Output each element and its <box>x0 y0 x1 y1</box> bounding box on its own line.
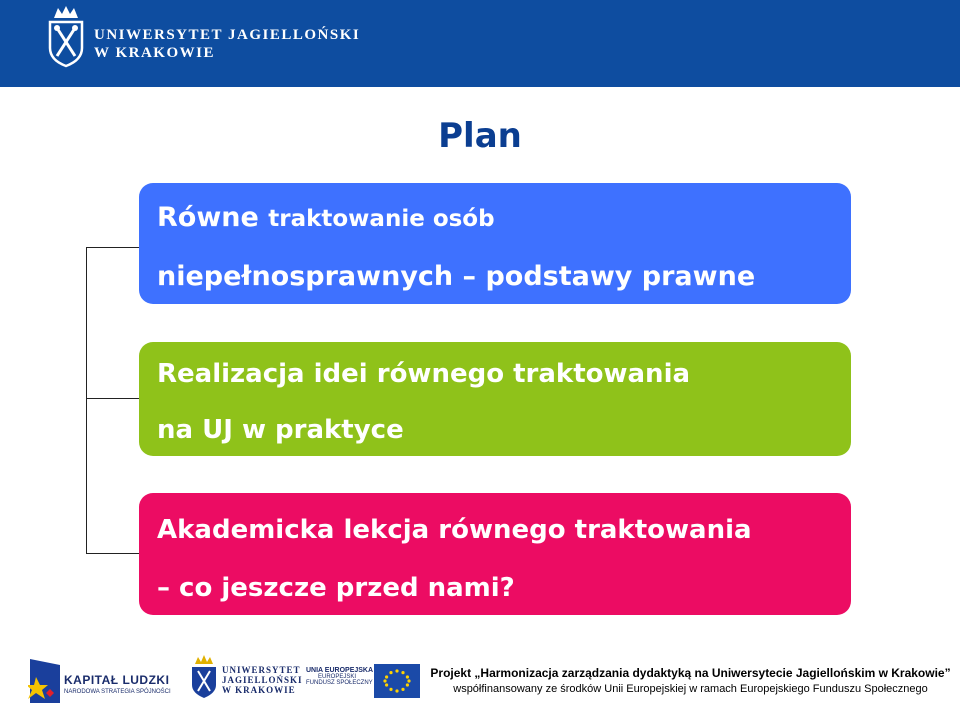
slide-title: Plan <box>438 116 522 156</box>
university-name-line1: UNIWERSYTET JAGIELLOŃSKI <box>94 27 361 43</box>
university-name-line2: W KRAKOWIE <box>94 45 215 61</box>
project-title: Projekt „Harmonizacja zarządzania dydaktyką na Uniwersytecie Jagiellońskim w Krakowie” <box>430 666 951 680</box>
bracket-connector-3 <box>86 553 140 554</box>
uj-small-line3: W KRAKOWIE <box>222 685 296 695</box>
plan-item-1-line1-part1: Równe <box>157 202 259 233</box>
university-small-name <box>222 665 303 695</box>
university-crest-icon <box>46 4 86 68</box>
plan-item-1-line1 <box>157 189 833 248</box>
eu-line1: UNIA EUROPEJSKA <box>306 667 374 674</box>
university-name <box>94 26 360 62</box>
plan-item-2-line1: Realizacja idei równego traktowania <box>157 359 691 389</box>
eu-line3: FUNDUSZ SPOŁECZNY <box>306 680 373 686</box>
uj-small-line1: UNIWERSYTET <box>222 665 301 675</box>
eu-line2: EUROPEJSKI <box>318 674 357 680</box>
bracket-connector-2 <box>86 398 140 399</box>
plan-item-1 <box>139 183 851 304</box>
plan-item-1-line1-part2: traktowanie osób <box>268 206 495 232</box>
bracket-connector-1 <box>86 247 140 248</box>
plan-item-1-line2: niepełnosprawnych – podstawy prawne <box>157 261 756 292</box>
header-bar <box>0 0 960 87</box>
footer <box>0 645 960 707</box>
eu-flag-icon <box>374 664 420 698</box>
project-funding: współfinansowany ze środków Unii Europejskiej w ramach Europejskiego Funduszu Społecznego <box>453 683 928 695</box>
kapital-ludzki-logo-icon <box>28 659 62 703</box>
plan-item-2-line2: na UJ w praktyce <box>157 415 404 445</box>
project-info <box>428 666 953 695</box>
plan-item-2 <box>139 342 851 456</box>
kapital-ludzki-text <box>64 673 171 695</box>
bracket-vertical-line <box>86 247 87 553</box>
eu-text <box>306 667 373 686</box>
uj-small-line2: JAGIELLOŃSKI <box>222 675 303 685</box>
kapital-ludzki-title: KAPITAŁ LUDZKI <box>64 673 170 687</box>
plan-item-3-line2: – co jeszcze przed nami? <box>157 573 515 603</box>
plan-item-3-line1: Akademicka lekcja równego traktowania <box>157 515 752 545</box>
university-small-crest-icon <box>190 655 218 699</box>
kapital-ludzki-subtitle: NARODOWA STRATEGIA SPÓJNOŚCI <box>64 689 171 695</box>
plan-item-3 <box>139 493 851 615</box>
